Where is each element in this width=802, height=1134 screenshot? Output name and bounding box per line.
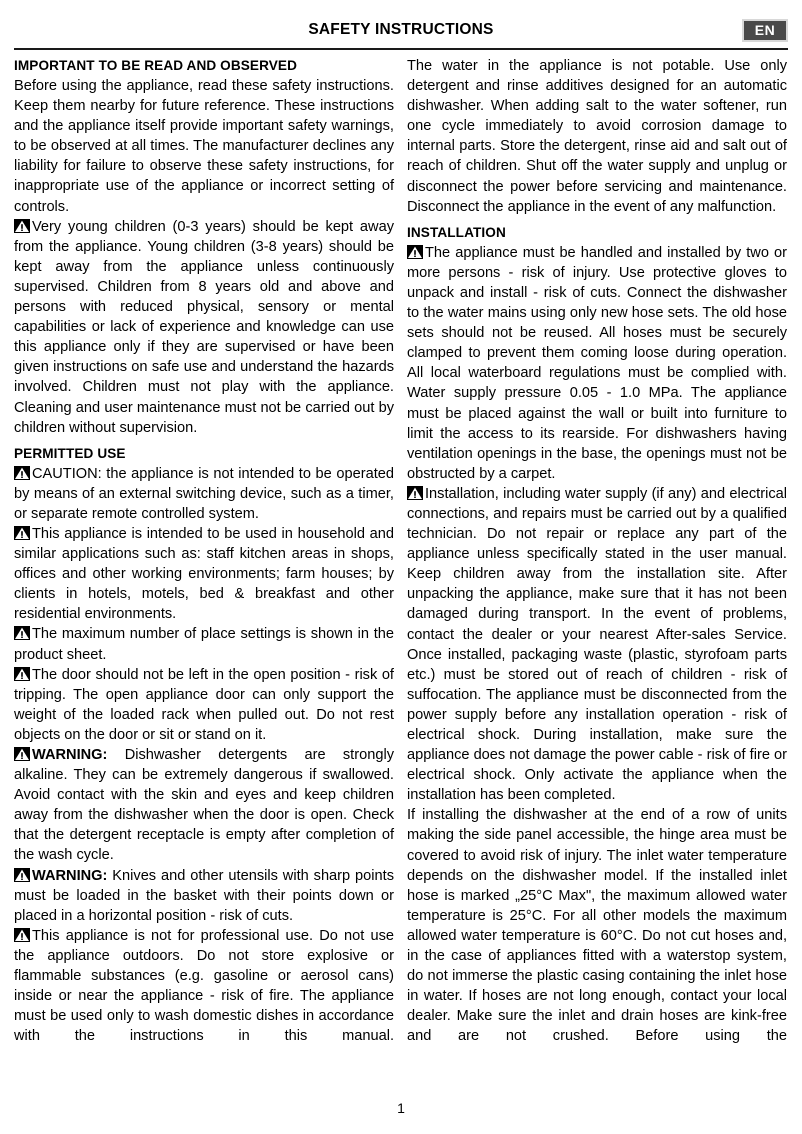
page-header: [0, 0, 802, 48]
language-badge: EN: [742, 19, 788, 42]
paragraph-text: Dishwasher detergents are strongly alkaline. They can be extremely dangerous if swallowed. Avoid contact with the skin and eyes and keep children away from the dishwasher when the door is open. Check that the detergent receptacle is empty after completion of the wash cycle.: [14, 747, 394, 864]
warning-label: WARNING:: [32, 867, 108, 884]
paragraph-caution-external-switching: [14, 464, 394, 524]
paragraph-text: CAUTION: the appliance is not intended to be operated by means of an external switching device, such as a timer, or separate remote controlled system.: [14, 465, 394, 522]
paragraph-water-not-potable: [407, 56, 787, 217]
warning-triangle-icon: [407, 486, 423, 500]
paragraph-door-open-position: [14, 665, 394, 745]
paragraph-household-use: [14, 524, 394, 624]
paragraph-text: The water in the appliance is not potable. Use only detergent and rinse additives designed for an automatic dishwasher. When adding salt to the water softener, run one cycle immediately to avoid corrosion damage to internal parts. Store the detergent, rinse aid and salt out of reach of children. Shut off the water supply and unplug or disconnect the power before servicing and maintenance. Disconnect the appliance in the event of any malfunction.: [407, 58, 787, 215]
warning-triangle-icon: [14, 466, 30, 480]
paragraph-end-of-row-installation: [407, 805, 787, 1066]
paragraph-text: The door should not be left in the open position - risk of tripping. The open appliance door can only support the weight of the loaded rack when pulled out. Do not rest objects on the door or sit or stand on it.: [14, 666, 394, 743]
paragraph-text: Knives and other utensils with sharp points must be loaded in the basket with their points down or placed in a horizontal position - risk of cuts.: [14, 867, 394, 924]
warning-triangle-icon: [14, 667, 30, 681]
heading-permitted-use: PERMITTED USE: [14, 445, 126, 461]
page-footer: [0, 1100, 802, 1116]
paragraph-text: Installation, including water supply (if any) and electrical connections, and repairs must be carried out by a qualified technician. Do not repair or replace any part of the appliance unless specifically stated in the user manual. Keep children away from the installation site. After unpacking the appliance, make sure that it has not been damaged during transport. In the event of problems, contact the dealer or your nearest After-sales Service. Once installed, packaging waste (plastic, styrofoam parts etc.) must be stored out of reach of children - risk of suffocation. The appliance must be disconnected from the power supply before any installation operation - risk of electrical shock. During installation, make sure the appliance does not damage the power cable - risk of fire or electrical shock. Only activate the appliance when the installation has been completed.: [407, 485, 787, 804]
paragraph-not-professional-use: [14, 926, 394, 1067]
heading-installation: INSTALLATION: [407, 224, 506, 240]
paragraph-before-using: [14, 76, 394, 217]
paragraph-text: The appliance must be handled and installed by two or more persons - risk of injury. Use protective gloves to unpack and install - risk of cuts. Connect the dishwasher to the water mains using only new hose sets. The old hose sets should not be reused. All hoses must be securely clamped to prevent them coming loose during operation. All local waterboard regulations must be complied with. Water supply pressure 0.05 - 1.0 MPa. The appliance must be placed against the wall or built into furniture to limit the access to its rearside. For dishwashers having ventilation openings in the base, the openings must not be obstructed by a carpet.: [407, 244, 787, 482]
warning-triangle-icon: [407, 245, 423, 259]
heading-important-to-be-read: IMPORTANT TO BE READ AND OBSERVED: [14, 58, 297, 73]
page-title: SAFETY INSTRUCTIONS: [308, 21, 494, 38]
page-number: 1: [397, 1100, 405, 1116]
right-column: [407, 56, 787, 1091]
body-columns: [14, 56, 788, 1091]
warning-triangle-icon: [14, 928, 30, 942]
paragraph-text: This appliance is intended to be used in household and similar applications such as: staff kitchen areas in shops, offices and other working environments; farm houses; by clients in hotels, motels, bed & breakfast and other residential environments.: [14, 525, 394, 623]
warning-label: WARNING:: [32, 747, 108, 763]
warning-triangle-icon: [14, 219, 30, 233]
paragraph-warning-detergents: [14, 745, 394, 866]
paragraph-installation-qualified-technician: [407, 484, 787, 806]
paragraph-text: This appliance is not for professional use. Do not use the appliance outdoors. Do not store explosive or flammable substances (e.g. gasoline or aerosol cans) inside or near the appliance - risk of fire. The appliance must be used only to wash domestic dishes in accordance with the instructions in this manual.: [14, 927, 394, 1045]
paragraph-handled-installed-two-persons: [407, 243, 787, 484]
paragraph-text: Very young children (0-3 years) should be kept away from the appliance. Young children (3-8 years) should be kept away from the appliance unless continuously supervised. Children from 8 years old and above and persons with reduced physical, sensory or mental capabilities or lack of experience and knowledge can use this appliance only if they are supervised or have been given instructions on safe use and understand the hazards involved. Children must not play with the appliance. Cleaning and user maintenance must not be carried out by children without supervision.: [14, 218, 394, 436]
warning-triangle-icon: [14, 626, 30, 640]
left-column: [14, 56, 394, 1091]
paragraph-warning-knives: [14, 866, 394, 926]
paragraph-text: The maximum number of place settings is shown in the product sheet.: [14, 626, 394, 663]
paragraph-text: Before using the appliance, read these safety instructions. Keep them nearby for future reference. These instructions and the appliance itself provide important safety warnings, to be observed at all times. The manufacturer declines any liability for failure to observe these safety instructions, for inappropriate use of the appliance or incorrect setting of controls.: [14, 78, 394, 215]
paragraph-place-settings: [14, 624, 394, 664]
warning-triangle-icon: [14, 526, 30, 540]
paragraph-text: If installing the dishwasher at the end of a row of units making the side panel accessible, the hinge area must be covered to avoid risk of injury. The inlet water temperature depends on the dishwasher model. If the installed inlet hose is marked „25°C Max", the maximum allowed water temperature is 25°C. For all other models the maximum allowed water temperature is 60°C. Do not cut hoses and, in the case of appliances fitted with a waterstop system, do not immerse the plastic casing containing the inlet hose in water. If hoses are not long enough, contact your local dealer. Make sure the inlet and drain hoses are kink-free and are not crushed. Before using the: [407, 807, 787, 1045]
warning-triangle-icon: [14, 868, 30, 882]
warning-triangle-icon: [14, 747, 30, 761]
paragraph-very-young-children: [14, 217, 394, 438]
header-divider: [14, 48, 788, 50]
